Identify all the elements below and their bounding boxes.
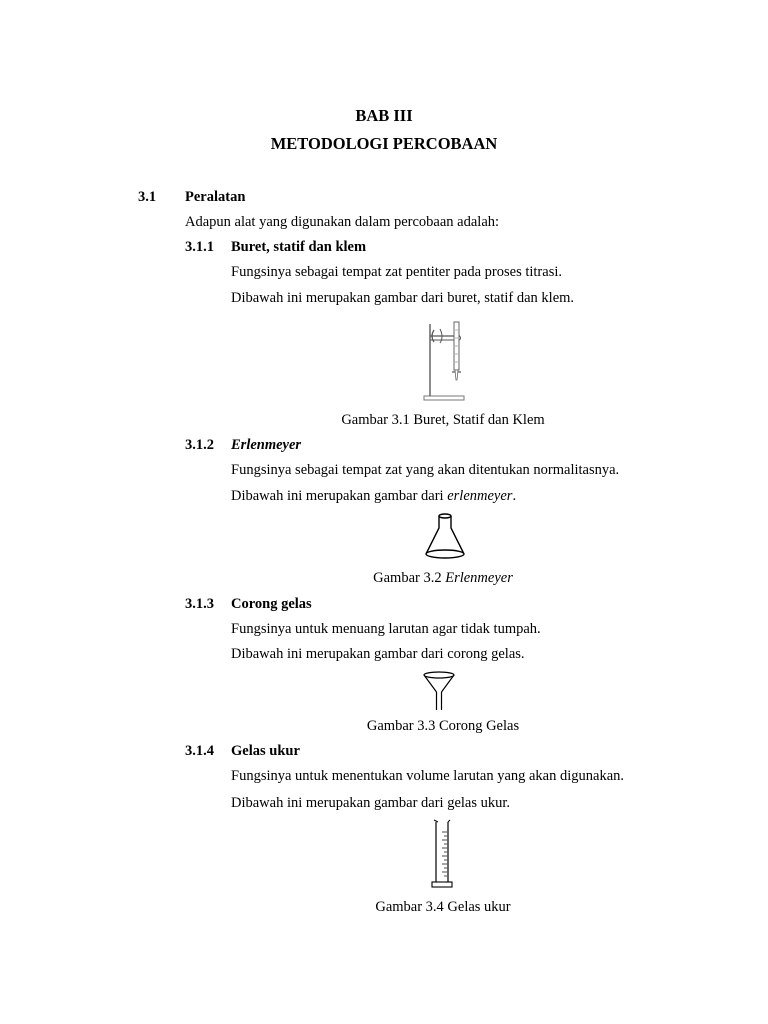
graduated-cylinder-icon	[428, 818, 456, 890]
item-function: Fungsinya sebagai tempat zat pentiter pada proses titrasi.	[231, 264, 562, 280]
figure-intro-text: Dibawah ini merupakan gambar dari	[231, 488, 448, 504]
item-number: 3.1.4	[185, 743, 214, 759]
item-title	[231, 438, 301, 453]
item-function: Fungsinya sebagai tempat zat yang akan ditentukan normalitasnya.	[231, 462, 620, 478]
figure-caption-em: Erlenmeyer	[445, 570, 513, 586]
chapter-number: BAB III	[355, 106, 413, 125]
erlenmeyer-flask-icon	[423, 512, 467, 562]
figure-caption: Gambar 3.1 Buret, Statif dan Klem	[341, 412, 545, 428]
figure-caption	[0, 571, 768, 586]
figure-intro-em: erlenmeyer	[447, 488, 513, 504]
item-number: 3.1.1	[185, 239, 214, 255]
figure-caption: Gambar 3.3 Corong Gelas	[366, 718, 520, 734]
item-function: Fungsinya untuk menentukan volume larutan yang akan digunakan.	[231, 768, 625, 784]
buret-stand-figure	[420, 318, 470, 402]
section-intro: Adapun alat yang digunakan dalam percobaan adalah:	[185, 214, 500, 230]
item-number: 3.1.2	[185, 437, 214, 453]
item-function: Fungsinya untuk menuang larutan agar tidak tumpah.	[231, 621, 541, 637]
figure-caption-text: Gambar 3.2	[373, 570, 446, 586]
erlenmeyer-figure	[423, 512, 467, 562]
figure-intro: Dibawah ini merupakan gambar dari gelas ukur.	[231, 795, 511, 811]
buret-stand-icon	[420, 318, 470, 402]
item-title: Gelas ukur	[231, 743, 300, 759]
figure-intro-suffix: .	[512, 488, 517, 504]
figure-intro: Dibawah ini merupakan gambar dari corong gelas.	[231, 646, 525, 662]
item-title: Corong gelas	[231, 596, 312, 612]
funnel-figure	[422, 670, 456, 712]
item-number: 3.1.3	[185, 596, 214, 612]
section-number: 3.1	[138, 189, 157, 205]
figure-intro	[231, 489, 516, 504]
graduated-cylinder-figure	[428, 818, 456, 890]
item-title-italic: Erlenmeyer	[231, 437, 302, 453]
funnel-icon	[422, 670, 456, 712]
section-title: Peralatan	[185, 189, 246, 205]
item-title: Buret, statif dan klem	[231, 239, 367, 255]
chapter-title: METODOLOGI PERCOBAAN	[270, 134, 498, 153]
figure-intro: Dibawah ini merupakan gambar dari buret, statif dan klem.	[231, 290, 575, 306]
figure-caption: Gambar 3.4 Gelas ukur	[375, 899, 511, 915]
